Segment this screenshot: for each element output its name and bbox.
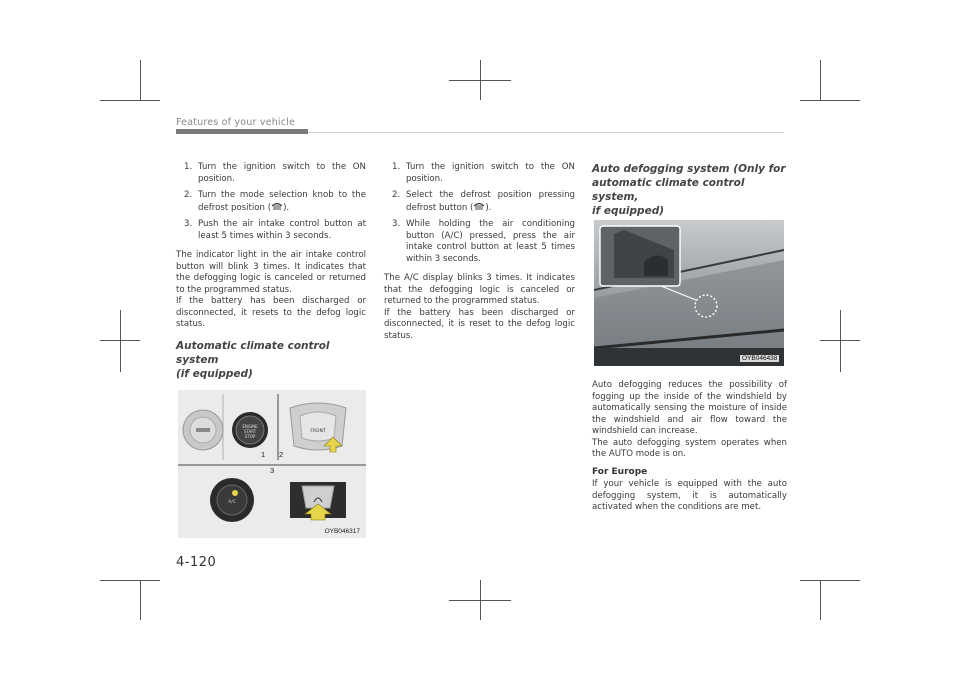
header-rule: [308, 132, 784, 133]
right-column-heading: [592, 162, 787, 224]
figure-windshield-art: [594, 220, 784, 366]
left-steps: [176, 162, 366, 242]
svg-text:START: START: [243, 429, 257, 434]
svg-text:STOP: STOP: [244, 434, 256, 439]
europe-heading: For Europe: [592, 466, 648, 477]
figure-climate-controls: [178, 390, 366, 538]
left-column: [176, 162, 366, 387]
middle-step-2: 2. Select the defrost position pressing defrost button ( ).: [392, 190, 575, 213]
callout-3: 3: [270, 466, 275, 475]
middle-para-2: If the battery has been discharged or disconnected, it is reset to the defog logic status.: [384, 307, 575, 341]
right-para-1: Auto defogging reduces the possibility of fogging up the inside of the windshield by automatically sensing the moisture of inside the windshield and air flow toward the windshield can increase.: [592, 380, 787, 436]
figure-windshield: [594, 220, 784, 366]
figure-climate-controls-art: [178, 390, 366, 538]
middle-column: [384, 162, 575, 342]
callout-2: 2: [279, 450, 284, 459]
right-heading: Auto defogging system (Only for automatic climate control system, if equipped): [592, 163, 786, 217]
svg-text:FRONT: FRONT: [310, 429, 326, 434]
middle-steps: [384, 162, 575, 265]
left-step-3: 3. Push the air intake control button at least 5 times within 3 seconds.: [184, 219, 366, 241]
left-step-2: 2. Turn the mode selection knob to the defrost position ( ).: [184, 190, 366, 213]
middle-step-1: 1. Turn the ignition switch to the ON position.: [392, 162, 575, 184]
left-para-1: The indicator light in the air intake control button will blink 3 times. It indicates that the defogging logic is canceled or returned to the programmed status.: [176, 250, 366, 295]
defrost-icon: [473, 202, 485, 211]
middle-step-3: 3. While holding the air conditioning button (A/C) pressed, press the air intake control button at least 5 times within 3 seconds.: [392, 219, 575, 264]
right-para-2: The auto defogging system operates when the AUTO mode is on.: [592, 437, 787, 459]
figure-code: OYB046317: [324, 528, 360, 535]
callout-1: 1: [261, 450, 266, 459]
page-number: 4-120: [176, 555, 217, 570]
left-step-1: 1. Turn the ignition switch to the ON position.: [184, 162, 366, 184]
defrost-icon: [271, 202, 283, 211]
header-bar: [176, 129, 308, 134]
right-column-body: [592, 380, 787, 514]
svg-text:ENGINE: ENGINE: [242, 424, 258, 429]
section-title: Features of your vehicle: [176, 117, 296, 128]
figure-code: OYB046438: [742, 355, 778, 362]
left-para-2: If the battery has been discharged or disconnected, it resets to the defog logic status.: [176, 296, 366, 329]
middle-para-1: The A/C display blinks 3 times. It indicates that the defogging logic is canceled or returned to the programmed status.: [384, 273, 575, 306]
left-subheading: Automatic climate control system (if equipped): [176, 339, 330, 380]
svg-text:A/C: A/C: [228, 500, 236, 505]
europe-text: If your vehicle is equipped with the auto defogging system, it is automatically activated when the conditions are met.: [592, 479, 787, 512]
